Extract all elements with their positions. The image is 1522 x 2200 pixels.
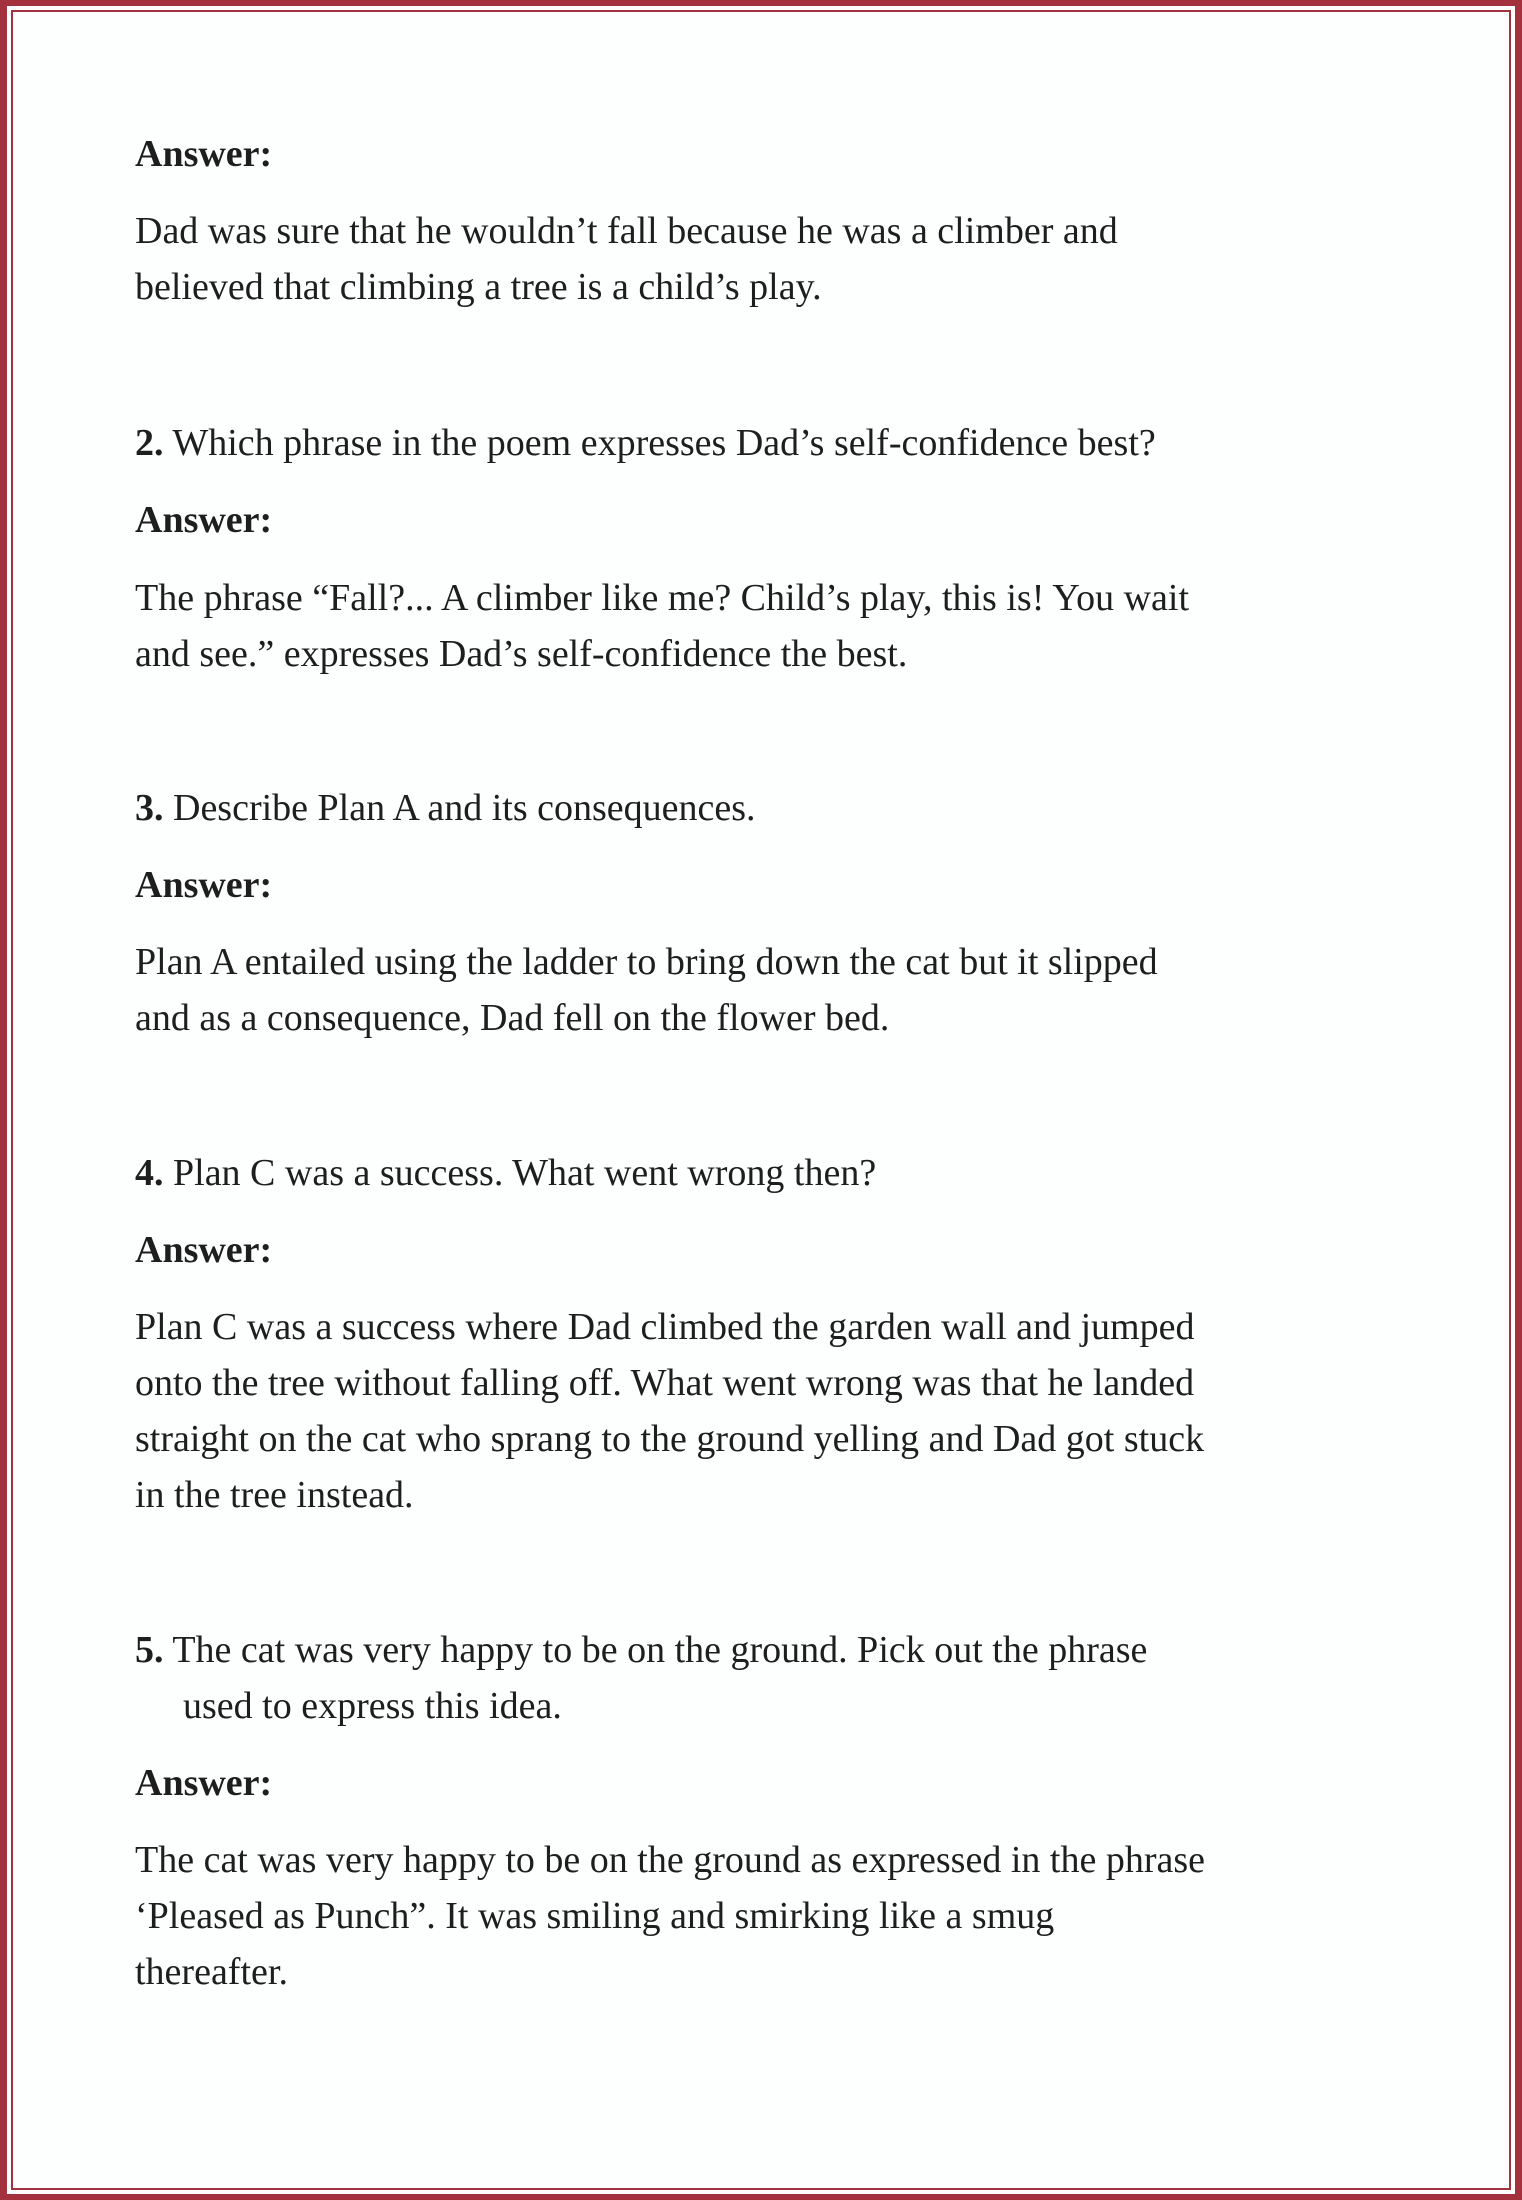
answer-line: thereafter. xyxy=(135,1951,288,1993)
answer-line: ‘Pleased as Punch”. It was smiling and smirking like a smug xyxy=(135,1895,1055,1937)
question-2 xyxy=(135,415,1156,471)
question-3 xyxy=(135,780,756,836)
answer-label: Answer: xyxy=(135,499,273,541)
question-number: 4. xyxy=(135,1152,164,1194)
question-text: Describe Plan A and its consequences. xyxy=(173,787,756,829)
answer-line: onto the tree without falling off. What went wrong was that he landed xyxy=(135,1362,1195,1404)
answer-line: straight on the cat who sprang to the ground yelling and Dad got stuck xyxy=(135,1418,1205,1460)
answer-label: Answer: xyxy=(135,133,273,175)
question-text: Which phrase in the poem expresses Dad’s self-confidence best? xyxy=(172,422,1156,464)
answer-line: Dad was sure that he wouldn’t fall because he was a climber and xyxy=(135,210,1118,252)
question-number: 2. xyxy=(135,422,164,464)
question-number: 3. xyxy=(135,787,164,829)
answer-label: Answer: xyxy=(135,864,273,906)
answer-text-2 xyxy=(135,570,1189,682)
answer-text-1 xyxy=(135,203,1118,315)
question-text: The cat was very happy to be on the ground. Pick out the phrase xyxy=(172,1629,1148,1671)
answer-line: The cat was very happy to be on the ground as expressed in the phrase xyxy=(135,1839,1205,1881)
answer-text-5 xyxy=(135,1832,1205,2000)
answer-text-3 xyxy=(135,934,1158,1046)
answer-label: Answer: xyxy=(135,1762,273,1804)
question-number: 5. xyxy=(135,1629,164,1671)
question-4 xyxy=(135,1145,876,1201)
answer-label: Answer: xyxy=(135,1229,273,1271)
question-text: Plan C was a success. What went wrong then? xyxy=(173,1152,877,1194)
answer-line: believed that climbing a tree is a child’s play. xyxy=(135,266,822,308)
answer-text-4 xyxy=(135,1299,1204,1523)
answer-line: The phrase “Fall?... A climber like me? Child’s play, this is! You wait xyxy=(135,577,1189,619)
answer-line: in the tree instead. xyxy=(135,1474,414,1516)
question-5 xyxy=(135,1622,1147,1734)
answer-line: and as a consequence, Dad fell on the flower bed. xyxy=(135,997,890,1039)
answer-line: Plan A entailed using the ladder to bring down the cat but it slipped xyxy=(135,941,1158,983)
question-text: used to express this idea. xyxy=(183,1685,562,1727)
answer-line: Plan C was a success where Dad climbed the garden wall and jumped xyxy=(135,1306,1195,1348)
answer-line: and see.” expresses Dad’s self-confidence the best. xyxy=(135,633,908,675)
